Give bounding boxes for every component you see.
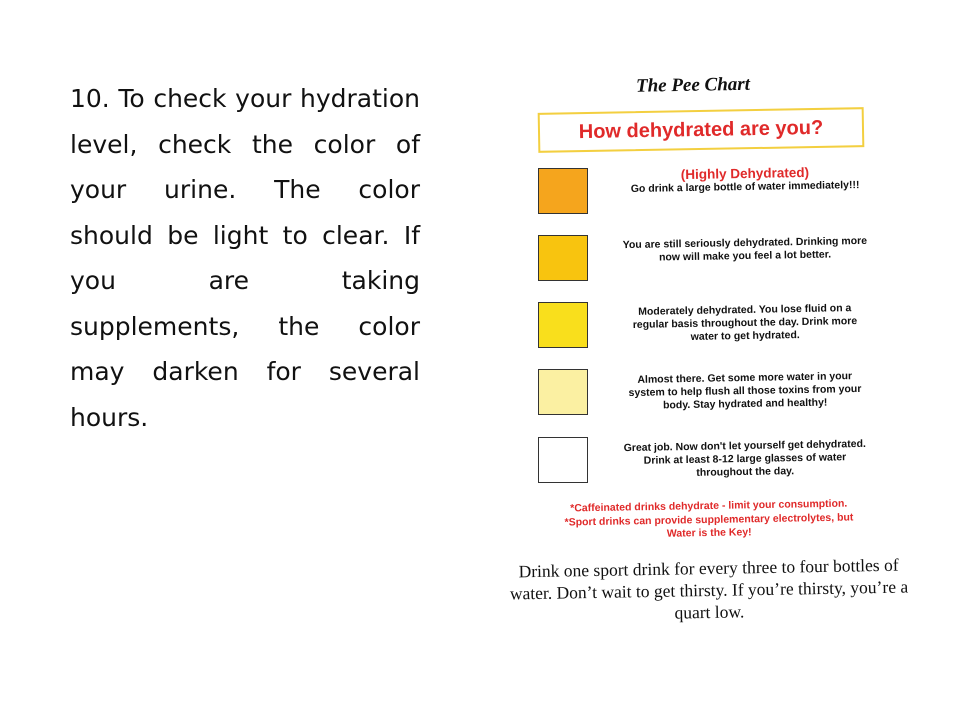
level-text: Almost there. Get some more water in your system to help flush all those toxins from your body. Stay hydrated and healthy! bbox=[628, 370, 862, 412]
level-text: Go drink a large bottle of water immediately!!! bbox=[630, 179, 860, 195]
level-text: Moderately dehydrated. You lose fluid on a regular basis throughout the day. Drink more water to get hydrated. bbox=[632, 302, 858, 343]
note-line: *Caffeinated drinks dehydrate - limit your consumption. bbox=[570, 497, 848, 515]
color-swatch-highly-dehydrated bbox=[538, 168, 588, 214]
chart-headline: How dehydrated are you? bbox=[538, 107, 865, 153]
level-heading: (Highly Dehydrated) bbox=[680, 164, 810, 183]
level-text: You are still seriously dehydrated. Drinking more now will make you feel a lot better. bbox=[622, 234, 868, 264]
level-description-4 bbox=[620, 370, 871, 413]
sport-drink-note: Drink one sport drink for every three to four bottles of water. Don’t wait to get thirsty. If you’re thirsty, you’re a quart low. bbox=[509, 554, 909, 623]
level-description-5 bbox=[620, 438, 871, 481]
color-swatch-seriously-dehydrated bbox=[538, 235, 588, 281]
pee-chart-image bbox=[494, 62, 930, 647]
chart-title: The Pee Chart bbox=[635, 73, 751, 97]
level-description-1 bbox=[620, 164, 870, 196]
color-swatch-hydrated bbox=[538, 437, 588, 483]
color-swatch-moderately-dehydrated bbox=[538, 302, 588, 348]
note-line: Water is the Key! bbox=[666, 526, 752, 540]
level-description-2 bbox=[620, 235, 870, 265]
slide-body-text: 10. To check your hydration level, check the color of your urine. The color should be light to clear. If you are taking supplements, the color may darken for several hours. bbox=[70, 84, 420, 432]
color-swatch-almost-there bbox=[538, 369, 588, 415]
chart-notes bbox=[534, 497, 885, 544]
level-description-3 bbox=[620, 302, 871, 345]
note-line: *Sport drinks can provide supplementary electrolytes, but bbox=[564, 510, 854, 529]
level-text: Great job. Now don't let yourself get dehydrated. Drink at least 8-12 large glasses of water throughout the day. bbox=[623, 437, 866, 479]
